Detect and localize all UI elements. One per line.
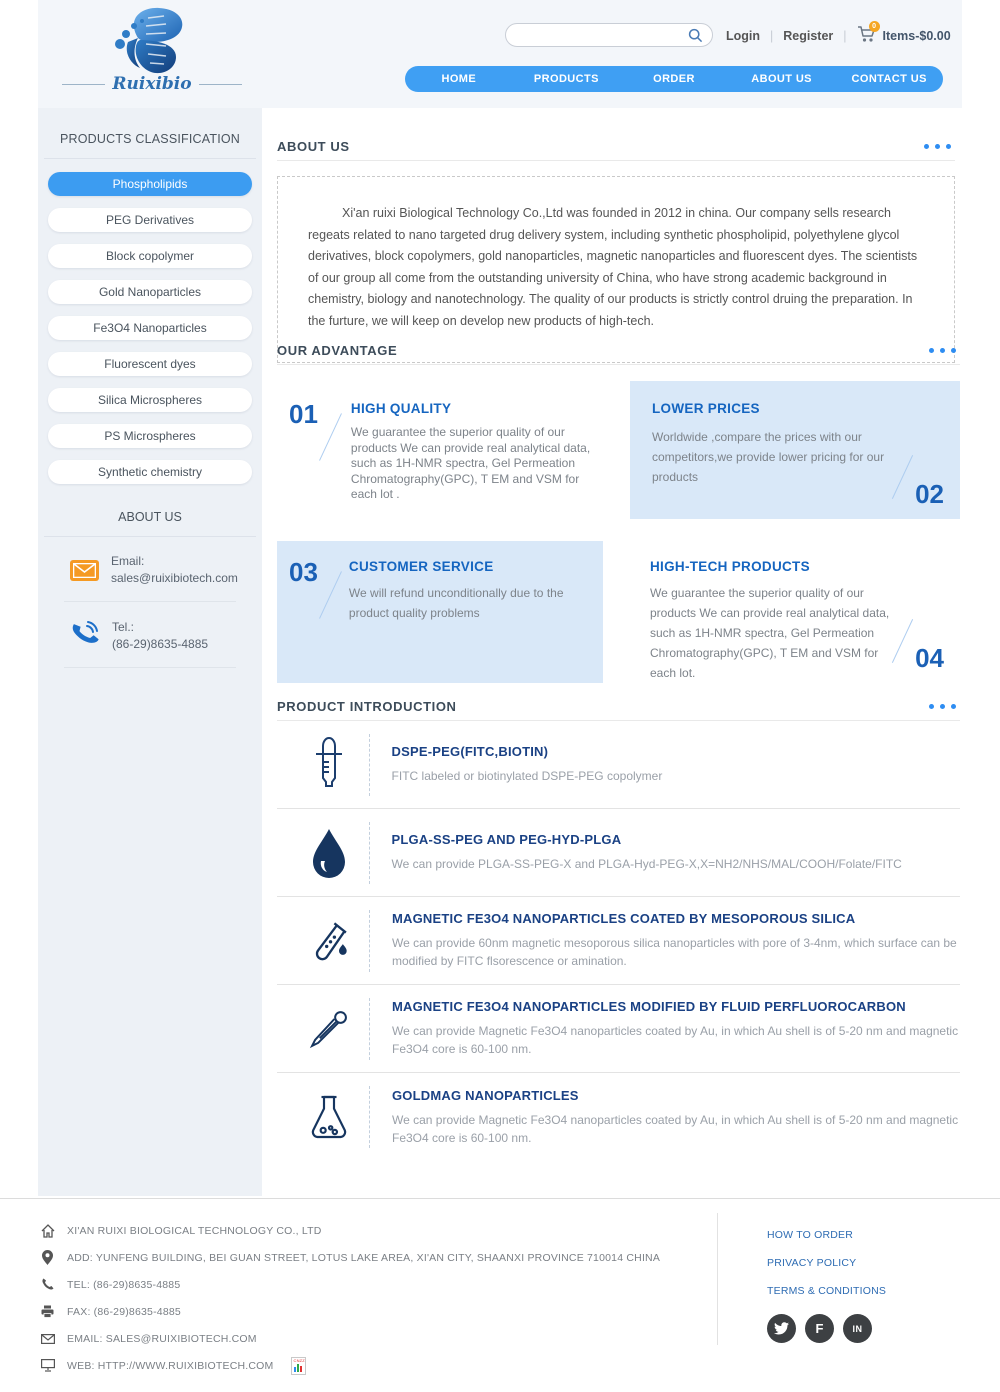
sidebar-email-row [38, 537, 262, 601]
sidebar-about-title: ABOUT US [44, 498, 256, 537]
nav-about-us[interactable]: ABOUT US [751, 73, 812, 85]
products-section-header [277, 693, 960, 721]
footer-info [40, 1217, 660, 1379]
advantage-item-body: We guarantee the superior quality of our products We can provide real analytical data, such as 1H-NMR spectra, Gel Permeation Chromatography(GPC), T EM and VSM for each lot. [650, 586, 890, 680]
advantage-item-body: Worldwide ,compare the prices with our competitors,we provide lower pricing for our products [652, 430, 885, 484]
facebook-icon[interactable]: F [805, 1314, 834, 1343]
advantage-item-title: HIGH QUALITY [350, 401, 452, 416]
product-desc: We can provide Magnetic Fe3O4 nanoparticles coated by Au, in which Au shell is of 5-20 nm and magnetic Fe3O4 core is 60-100 nm. [392, 1024, 959, 1056]
sidebar-item-peg-derivatives[interactable]: PEG Derivatives [48, 208, 252, 232]
product-desc: FITC labeled or biotinylated DSPE-PEG copolymer [391, 769, 663, 783]
products-title: PRODUCT INTRODUCTION [277, 699, 457, 714]
login-link[interactable]: Login [726, 29, 761, 43]
product-item[interactable] [277, 721, 960, 809]
sidebar-item-gold-nanoparticles[interactable]: Gold Nanoparticles [48, 280, 252, 304]
sidebar [38, 108, 262, 1196]
product-desc: We can provide Magnetic Fe3O4 nanoparticles coated by Au, in which Au shell is of 5-20 nm and magnetic Fe3O4 core is 60-100 nm. [392, 1112, 959, 1145]
advantage-title: OUR ADVANTAGE [277, 343, 398, 358]
slash-decoration [319, 413, 342, 461]
tube-icon [309, 915, 349, 967]
product-item[interactable] [277, 985, 960, 1073]
monitor-icon [40, 1359, 55, 1372]
footer-address: ADD: YUNFENG BUILDING, BEI GUAN STREET, LOTUS LAKE AREA, XI'AN CITY, SHAANXI PROVINCE 710014 CHINA [67, 1251, 661, 1264]
classification-list [38, 159, 262, 484]
divider [369, 910, 370, 972]
logo-rule-right [199, 84, 242, 85]
about-section [277, 133, 955, 363]
divider [369, 822, 370, 884]
slash-decoration [319, 571, 342, 619]
advantage-number: 03 [289, 557, 318, 587]
terms-conditions-link[interactable]: TERMS & CONDITIONS [767, 1285, 887, 1297]
advantage-number: 01 [289, 399, 318, 429]
fax-icon [40, 1305, 55, 1318]
nav-home[interactable]: HOME [441, 73, 477, 85]
email-value[interactable]: sales@ruixibiotech.com [111, 571, 238, 585]
header [38, 0, 962, 108]
drop-icon [309, 827, 349, 879]
dropper-icon [309, 1003, 349, 1055]
phone-icon [40, 1278, 55, 1291]
phone-icon [70, 618, 100, 653]
ellipsis-dots-icon[interactable] [929, 348, 956, 353]
product-introduction-section [277, 693, 960, 1161]
footer-company-row [40, 1217, 660, 1244]
advantage-item-title: LOWER PRICES [652, 401, 760, 416]
advantage-number: 04 [915, 643, 944, 673]
logo-wordmark: Ruixibio [112, 74, 192, 94]
sidebar-item-synthetic-chemistry[interactable]: Synthetic chemistry [48, 460, 252, 484]
divider [369, 1086, 370, 1148]
linkedin-icon[interactable]: IN [843, 1314, 872, 1343]
footer-tel-row [40, 1271, 660, 1298]
location-pin-icon [40, 1250, 55, 1265]
footer-links [767, 1229, 886, 1313]
product-item[interactable] [277, 809, 960, 897]
products-classification-title: PRODUCTS CLASSIFICATION [44, 108, 256, 159]
advantage-item-body: We will refund unconditionally due to the product quality problems [348, 586, 564, 620]
product-title[interactable]: GOLDMAG NANOPARTICLES [392, 1087, 579, 1103]
advantage-item-high-quality [277, 381, 603, 519]
twitter-icon[interactable] [767, 1314, 796, 1343]
footer-address-row [40, 1244, 660, 1271]
search-box[interactable] [505, 23, 713, 47]
how-to-order-link[interactable]: HOW TO ORDER [767, 1229, 854, 1241]
ellipsis-dots-icon[interactable] [924, 144, 951, 149]
home-icon [40, 1224, 55, 1238]
advantage-item-high-tech-products [630, 541, 960, 683]
footer [0, 1199, 1000, 1392]
register-link[interactable]: Register [783, 29, 834, 43]
footer-web: WEB: HTTP://WWW.RUIXIBIOTECH.COM [67, 1359, 274, 1372]
sidebar-item-ps-microspheres[interactable]: PS Microspheres [48, 424, 252, 448]
logo-icon [104, 6, 200, 76]
advantage-grid [277, 381, 960, 683]
footer-fax: FAX: (86-29)8635-4885 [67, 1305, 181, 1318]
advantage-number: 02 [915, 479, 944, 509]
sidebar-item-block-copolymer[interactable]: Block copolymer [48, 244, 252, 268]
sidebar-tel-row [38, 602, 262, 667]
footer-web-row [40, 1352, 660, 1379]
cart-count-badge: 0 [869, 21, 880, 32]
divider [717, 1213, 718, 1345]
about-title: ABOUT US [277, 139, 350, 154]
account-row [726, 23, 951, 46]
about-paragraph: Xi'an ruixi Biological Technology Co.,Ltd was founded in 2012 in china. Our company sells research regeats related to nano targeted drug delivery system, including synthetic phospholipid, polyethylene glycol derivatives, block copolymers, gold nanoparticles, magnetic nanoparticles and fluorescent dyes. The scientists of our group all come from the outstanding university of China, who have strong academic background in chemistry, biology and nanotechnology. The quality of our products is strictly control druing the preparation. In the furture, we will keep on develop new products of high-tech. [308, 206, 918, 328]
product-desc: We can provide PLGA-SS-PEG-X and PLGA-Hyd-PEG-X,X=NH2/NHS/MAL/COOH/Folate/FITC [391, 857, 902, 871]
vial-icon [309, 736, 349, 794]
advantage-section [277, 337, 960, 683]
social-icons [767, 1314, 872, 1343]
ellipsis-dots-icon[interactable] [929, 704, 956, 709]
product-title[interactable]: PLGA-SS-PEG AND PEG-HYD-PLGA [391, 832, 622, 847]
about-section-header [277, 133, 955, 161]
product-title[interactable]: DSPE-PEG(FITC,BIOTIN) [391, 744, 549, 759]
nav-contact-us[interactable]: CONTACT US [851, 73, 927, 85]
footer-tel: TEL: (86-29)8635-4885 [67, 1278, 181, 1291]
footer-fax-row [40, 1298, 660, 1325]
about-box [277, 176, 955, 363]
counter-label: CNZZ [293, 1357, 305, 1363]
product-item[interactable] [277, 897, 960, 985]
sidebar-item-fe3o4-nanoparticles[interactable]: Fe3O4 Nanoparticles [48, 316, 252, 340]
divider: | [770, 29, 774, 43]
sidebar-item-phospholipids[interactable]: Phospholipids [48, 172, 252, 196]
visitor-counter-badge[interactable] [291, 1357, 306, 1375]
mail-icon [40, 1334, 55, 1344]
divider [369, 734, 370, 796]
flask-icon [309, 1089, 349, 1145]
main-nav [405, 66, 943, 92]
product-desc: We can provide 60nm magnetic mesoporous silica nanoparticles with pore of 3-4nm, which surface can be modified by FITC flsorescence or amination. [392, 936, 957, 968]
footer-email-row [40, 1325, 660, 1352]
footer-company: XI'AN RUIXI BIOLOGICAL TECHNOLOGY CO., LTD [67, 1224, 322, 1237]
nav-products[interactable]: PRODUCTS [533, 73, 599, 85]
email-label: Email: [111, 554, 145, 568]
tel-value[interactable]: (86-29)8635-4885 [112, 636, 209, 651]
advantage-item-title: HIGH-TECH PRODUCTS [650, 559, 810, 574]
logo-rule-left [62, 84, 105, 85]
email-icon [70, 560, 99, 581]
search-input[interactable] [518, 25, 678, 45]
logo[interactable] [62, 2, 242, 94]
search-icon[interactable] [688, 28, 703, 43]
product-item[interactable] [277, 1073, 960, 1161]
tel-label: Tel.: [112, 619, 135, 634]
advantage-item-lower-prices [630, 381, 960, 519]
cart-icon[interactable] [857, 23, 876, 46]
divider: | [843, 29, 847, 43]
sidebar-item-fluorescent-dyes[interactable]: Fluorescent dyes [48, 352, 252, 376]
footer-email: EMAIL: SALES@RUIXIBIOTECH.COM [67, 1332, 257, 1345]
main-content [262, 108, 962, 1196]
sidebar-item-silica-microspheres[interactable]: Silica Microspheres [48, 388, 252, 412]
advantage-item-title: CUSTOMER SERVICE [348, 559, 494, 574]
advantage-section-header [277, 337, 960, 365]
product-title[interactable]: MAGNETIC FE3O4 NANOPARTICLES COATED BY MESOPOROUS SILICA [392, 911, 856, 926]
cart-total-label[interactable]: Items-$0.00 [882, 29, 951, 43]
product-title[interactable]: MAGNETIC FE3O4 NANOPARTICLES MODIFIED BY FLUID PERFLUOROCARBON [392, 999, 906, 1014]
nav-order[interactable]: ORDER [653, 73, 695, 85]
advantage-item-customer-service [277, 541, 603, 683]
privacy-policy-link[interactable]: PRIVACY POLICY [767, 1257, 857, 1269]
divider [369, 998, 370, 1060]
divider [64, 667, 236, 668]
advantage-item-body: We guarantee the superior quality of our products We can provide real analytical data, such as 1H-NMR spectra, Gel Permeation Chromatography(GPC), T EM and VSM for each lot . [350, 425, 591, 501]
